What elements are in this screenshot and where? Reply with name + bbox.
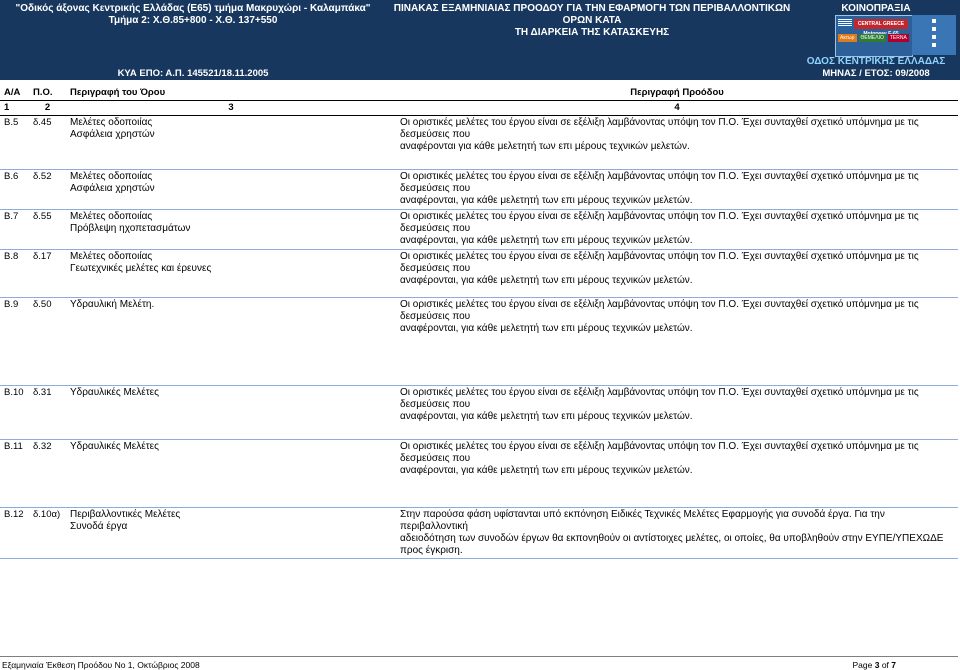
row-po: δ.50 (29, 298, 66, 386)
row-term-line2: Ασφάλεια χρηστών (70, 129, 155, 140)
project-title (8, 3, 378, 27)
table-title-line2: ΤΗ ΔΙΑΡΚΕΙΑ ΤΗΣ ΚΑΤΑΣΚΕΥΗΣ (514, 27, 670, 38)
row-po: δ.32 (29, 440, 66, 508)
row-term (66, 298, 396, 386)
col-number-1: 1 (0, 101, 29, 116)
project-title-line1: "Οδικός άξονας Κεντρικής Ελλάδας (Ε65) τμήμα Μακρυχώρι - Καλαμπάκα" (15, 3, 371, 14)
row-progress (396, 386, 958, 440)
col-header-term: Περιγραφή του Όρου (66, 86, 396, 101)
row-progress-line1: Οι οριστικές μελέτες του έργου είναι σε εξέλιξη λαμβάνοντας υπόψη τον Π.Ο. Έχει συνταχθεί σχετικό υπόμνημα με τις δεσμεύσεις που (400, 299, 919, 322)
month-year: ΜΗΝΑΣ / ΕΤΟΣ: 09/2008 (822, 68, 930, 79)
row-progress-line2: αναφέρονται, για κάθε μελετητή των επι μέρους τεχνικών μελετών. (400, 195, 693, 206)
table-title (388, 3, 796, 39)
col-header-po: Π.Ο. (29, 86, 66, 101)
row-progress (396, 170, 958, 210)
progress-table (0, 86, 958, 559)
row-progress-line1: Στην παρούσα φάση υφίστανται υπό εκπόνηση Ειδικές Τεχνικές Μελέτες Εφαρμογής για συνοδά έργα. Για την περιβαλλοντική (400, 509, 885, 532)
logo-band: CENTRAL GREECE (854, 19, 908, 29)
row-progress-line1: Οι οριστικές μελέτες του έργου είναι σε εξέλιξη λαμβάνοντας υπόψη τον Π.Ο. Έχει συνταχθεί σχετικό υπόμνημα με τις δεσμεύσεις που (400, 251, 919, 274)
col-number-3: 3 (66, 101, 396, 116)
row-term (66, 440, 396, 508)
row-po: δ.10α) (29, 508, 66, 559)
row-po: δ.31 (29, 386, 66, 440)
table-row (0, 298, 958, 386)
row-term (66, 386, 396, 440)
row-term-line1: Μελέτες οδοποιίας (70, 117, 153, 128)
row-aa: Β.12 (0, 508, 29, 559)
row-term-line2: Πρόβλεψη ηχοπετασμάτων (70, 223, 191, 234)
row-progress (396, 508, 958, 559)
col-header-progress: Περιγραφή Προόδου (396, 86, 958, 101)
col-number-4: 4 (396, 101, 958, 116)
row-progress-line1: Οι οριστικές μελέτες του έργου είναι σε εξέλιξη λαμβάνοντας υπόψη τον Π.Ο. Έχει συνταχθεί σχετικό υπόμνημα με τις δεσμεύσεις που (400, 211, 919, 234)
row-progress-line2: αναφέρονται, για κάθε μελετητή των επι μέρους τεχνικών μελετών. (400, 235, 693, 246)
column-number-row (0, 101, 958, 116)
row-aa: Β.6 (0, 170, 29, 210)
row-progress-line2: αναφέρονται, για κάθε μελετητή των επι μέρους τεχνικών μελετών. (400, 323, 693, 334)
row-term-line2: Ασφάλεια χρηστών (70, 183, 155, 194)
kya-reference: ΚΥΑ ΕΠΟ: Α.Π. 145521/18.11.2005 (117, 68, 269, 79)
row-progress-line1: Οι οριστικές μελέτες του έργου είναι σε εξέλιξη λαμβάνοντας υπόψη τον Π.Ο. Έχει συνταχθεί σχετικό υπόμνημα με τις δεσμεύσεις που (400, 441, 919, 464)
logo-partners (838, 34, 910, 42)
project-title-line2: Τμήμα 2: Χ.Θ.85+800 - Χ.Θ. 137+550 (108, 15, 278, 26)
row-term-line1: Μελέτες οδοποιίας (70, 251, 153, 262)
row-term-line1: Υδραυλική Μελέτη. (70, 299, 155, 310)
row-progress (396, 298, 958, 386)
row-term (66, 508, 396, 559)
row-aa: Β.8 (0, 250, 29, 298)
table-row (0, 170, 958, 210)
row-term-line2: Γεωτεχνικές μελέτες και έρευνες (70, 263, 212, 274)
col-header-aa: Α/Α (0, 86, 29, 101)
row-progress-line2: αναφέρονται, για κάθε μελετητή των επι μέρους τεχνικών μελετών. (400, 465, 693, 476)
consortium-logo (835, 15, 913, 57)
consortium-title: ΚΟΙΝΟΠΡΑΞΙΑ (841, 3, 911, 14)
row-term-line1: Υδραυλικές Μελέτες (70, 387, 159, 398)
row-progress (396, 116, 958, 170)
row-term (66, 250, 396, 298)
table-row (0, 508, 958, 559)
row-term-line1: Μελέτες οδοποιίας (70, 211, 153, 222)
table-header-row (0, 86, 958, 101)
row-progress-line2: αδειοδότηση των συνοδών έργων θα εκπονηθούν οι αντίστοιχες μελέτες, οι οποίες, θα υποβληθούν στην ΕΥΠΕ/ΥΠΕΧΩΔΕ προς έγκριση. (400, 533, 944, 556)
table-row (0, 386, 958, 440)
row-po: δ.55 (29, 210, 66, 250)
row-term (66, 170, 396, 210)
row-aa: Β.7 (0, 210, 29, 250)
row-po: δ.52 (29, 170, 66, 210)
page-total: 7 (891, 660, 896, 670)
row-progress (396, 210, 958, 250)
row-aa: Β.10 (0, 386, 29, 440)
page-prefix: Page (852, 660, 875, 670)
logo-themelio: ΘΕΜΕΛΙΟ (860, 35, 884, 41)
row-progress-line1: Οι οριστικές μελέτες του έργου είναι σε εξέλιξη λαμβάνοντας υπόψη τον Π.Ο. Έχει συνταχθεί σχετικό υπόμνημα με τις δεσμεύσεις που (400, 171, 919, 194)
page-footer (0, 656, 958, 670)
row-term-line1: Μελέτες οδοποιίας (70, 171, 153, 182)
row-progress-line2: αναφέρονται για κάθε μελετητή των επι μέρους τεχνικών μελετών. (400, 141, 690, 152)
road-logo-icon (912, 15, 956, 55)
footer-report-name: Εξαμηνιαία Έκθεση Προόδου Νο 1, Οκτώβριος 2008 (2, 660, 200, 670)
logo-terna: TERNA (889, 35, 907, 41)
row-term-line1: Περιβαλλοντικές Μελέτες (70, 509, 181, 520)
row-aa: Β.5 (0, 116, 29, 170)
table-row (0, 250, 958, 298)
row-po: δ.45 (29, 116, 66, 170)
row-progress-line2: αναφέρονται, για κάθε μελετητή των επι μέρους τεχνικών μελετών. (400, 411, 693, 422)
logo-aktor: Aκτωρ (840, 35, 855, 41)
row-aa: Β.9 (0, 298, 29, 386)
table-row (0, 210, 958, 250)
row-term (66, 210, 396, 250)
row-po: δ.17 (29, 250, 66, 298)
row-progress (396, 440, 958, 508)
table-row (0, 440, 958, 508)
page-indicator (853, 660, 897, 670)
row-progress-line2: αναφέρονται, για κάθε μελετητή των επι μέρους τεχνικών μελετών. (400, 275, 693, 286)
row-term-line1: Υδραυλικές Μελέτες (70, 441, 159, 452)
row-progress-line1: Οι οριστικές μελέτες του έργου είναι σε εξέλιξη λαμβάνοντας υπόψη τον Π.Ο. Έχει συνταχθεί σχετικό υπόμνημα με τις δεσμεύσεις που (400, 117, 919, 140)
col-number-2: 2 (29, 101, 66, 116)
report-header (0, 0, 960, 80)
row-progress (396, 250, 958, 298)
row-progress-line1: Οι οριστικές μελέτες του έργου είναι σε εξέλιξη λαμβάνοντας υπόψη τον Π.Ο. Έχει συνταχθεί σχετικό υπόμνημα με τις δεσμεύσεις που (400, 387, 919, 410)
row-term-line2: Συνοδά έργα (70, 521, 128, 532)
page-of: of (879, 660, 892, 670)
greek-flag-icon (838, 18, 852, 27)
page-number: 3 (874, 660, 880, 670)
table-title-line1: ΠΙΝΑΚΑΣ ΕΞΑΜΗΝΙΑΙΑΣ ΠΡΟΟΔΟΥ ΓΙΑ ΤΗΝ ΕΦΑΡΜΟΓΗ ΤΩΝ ΠΕΡΙΒΑΛΛΟΝΤΙΚΩΝ ΟΡΩΝ ΚΑΤΑ (393, 3, 791, 26)
consortium-subtitle: ΟΔΟΣ ΚΕΝΤΡΙΚΗΣ ΕΛΛΑΔΑΣ (806, 56, 946, 67)
row-aa: Β.11 (0, 440, 29, 508)
row-term (66, 116, 396, 170)
table-row (0, 116, 958, 170)
